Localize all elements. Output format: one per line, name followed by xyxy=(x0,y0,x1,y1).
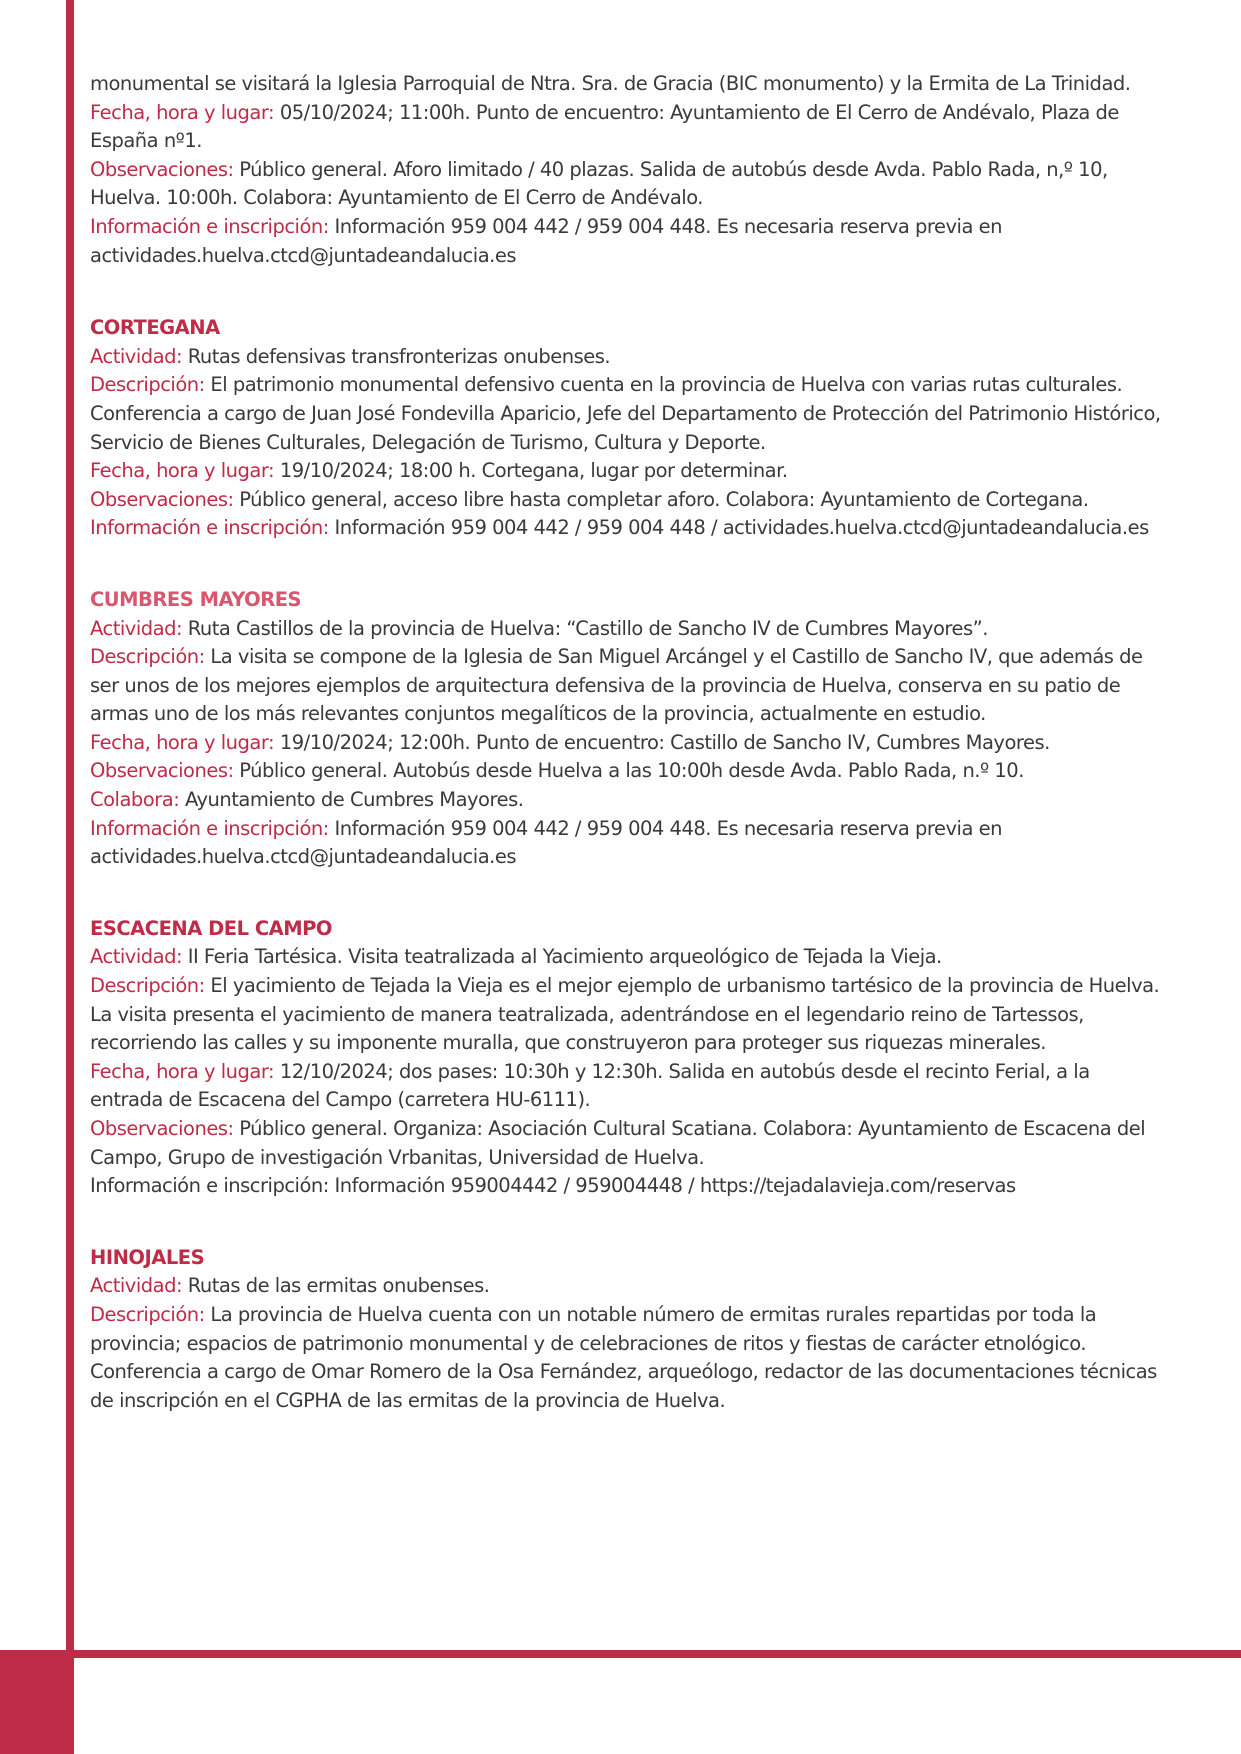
fecha-label: Fecha, hora y lugar: xyxy=(90,459,275,483)
observaciones-label: Observaciones: xyxy=(90,1117,234,1140)
informacion-value: Información 959 004 442 / 959 004 448. Es necesaria reserva previa en actividades.huelva.ctcd@juntadeandalucia.es xyxy=(90,214,1002,267)
informacion-value: Información 959 004 442 / 959 004 448 / actividades.huelva.ctcd@juntadeandalucia.es xyxy=(328,516,1149,540)
colabora xyxy=(90,786,1168,815)
actividad xyxy=(90,343,1168,372)
observaciones-label: Observaciones: xyxy=(90,157,234,181)
observaciones-value: Público general. Aforo limitado / 40 plazas. Salida de autobús desde Avda. Pablo Rada, n,º 10, Huelva. 10:00h. Colabora: Ayuntamiento de El Cerro de Andévalo. xyxy=(90,157,1108,210)
descripcion-label: Descripción: xyxy=(90,1302,205,1326)
section-title: CORTEGANA xyxy=(90,316,220,340)
section-title: HINOJALES xyxy=(90,1245,205,1269)
fecha xyxy=(90,457,1168,486)
left-accent-bar xyxy=(66,0,74,1754)
descripcion xyxy=(90,1301,1168,1415)
observaciones xyxy=(90,757,1168,786)
descripcion xyxy=(90,643,1168,729)
descripcion xyxy=(90,371,1168,457)
descripcion-label: Descripción: xyxy=(90,373,205,397)
informacion-value: Información 959 004 442 / 959 004 448. Es necesaria reserva previa en actividades.huelva.ctcd@juntadeandalucia.es xyxy=(90,816,1002,869)
section-title: ESCACENA DEL CAMPO xyxy=(90,916,332,940)
actividad xyxy=(90,1272,1168,1301)
fecha-value: 19/10/2024; 18:00 h. Cortegana, lugar por determinar. xyxy=(274,459,788,483)
section-hinojales xyxy=(90,1244,1168,1416)
observaciones-label: Observaciones: xyxy=(90,487,234,511)
section-title: CUMBRES MAYORES xyxy=(90,587,302,611)
section-cortegana xyxy=(90,314,1168,543)
descripcion-value: El patrimonio monumental defensivo cuenta en la provincia de Huelva con varias rutas culturales. Conferencia a cargo de Juan José Fondevilla Aparicio, Jefe del Departamento de Protección del Patrimonio Histórico, Servicio de Bienes Culturales, Delegación de Turismo, Cultura y Deporte. xyxy=(90,373,1161,454)
fecha-label: Fecha, hora y lugar: xyxy=(90,100,275,124)
actividad-value: Ruta Castillos de la provincia de Huelva: “Castillo de Sancho IV de Cumbres Mayores”. xyxy=(182,616,988,640)
informacion-label: Información e inscripción: xyxy=(90,816,329,840)
intro-section xyxy=(90,70,1168,270)
descripcion-label: Descripción: xyxy=(90,974,205,998)
informacion xyxy=(90,815,1168,872)
main-content xyxy=(90,70,1168,1415)
actividad-value: Rutas de las ermitas onubenses. xyxy=(182,1274,490,1298)
actividad-label: Actividad: xyxy=(90,945,183,969)
fecha xyxy=(90,1058,1168,1115)
intro-observaciones xyxy=(90,156,1168,213)
fecha xyxy=(90,729,1168,758)
corner-accent-block xyxy=(0,1650,74,1754)
intro-fecha xyxy=(90,99,1168,156)
actividad-label: Actividad: xyxy=(90,344,183,368)
fecha-value: 12/10/2024; dos pases: 10:30h y 12:30h. Salida en autobús desde el recinto Ferial, a la entrada de Escacena del Campo (carretera HU-6111). xyxy=(90,1059,1090,1112)
observaciones-value: Público general. Autobús desde Huelva a las 10:00h desde Avda. Pablo Rada, n.º 10. xyxy=(233,759,1024,783)
observaciones-label: Observaciones: xyxy=(90,759,234,783)
bottom-accent-line xyxy=(0,1650,1241,1658)
actividad-value: Rutas defensivas transfronterizas onubenses. xyxy=(182,344,611,368)
descripcion-value: El yacimiento de Tejada la Vieja es el mejor ejemplo de urbanismo tartésico de la provincia de Huelva. La visita presenta el yacimiento de manera teatralizada, adentrándose en el legendario reino de Tartessos, recorriendo las calles y su imponente muralla, que construyeron para proteger sus riquezas minerales. xyxy=(90,974,1160,1055)
actividad-label: Actividad: xyxy=(90,1274,183,1298)
intro-continuation: monumental se visitará la Iglesia Parroquial de Ntra. Sra. de Gracia (BIC monumento) y la Ermita de La Trinidad. xyxy=(90,72,1131,95)
informacion-label: Información e inscripción: xyxy=(90,214,329,238)
fecha-label: Fecha, hora y lugar: xyxy=(90,730,275,754)
colabora-value: Ayuntamiento de Cumbres Mayores. xyxy=(179,788,524,812)
descripcion xyxy=(90,972,1168,1058)
actividad xyxy=(90,943,1168,972)
section-cumbres-mayores xyxy=(90,586,1168,872)
actividad-value: II Feria Tartésica. Visita teatralizada al Yacimiento arqueológico de Tejada la Vieja. xyxy=(182,945,942,969)
observaciones xyxy=(90,1115,1168,1172)
colabora-label: Colabora: xyxy=(90,788,180,812)
intro-informacion xyxy=(90,213,1168,270)
descripcion-value: La visita se compone de la Iglesia de San Miguel Arcángel y el Castillo de Sancho IV, que además de ser unos de los mejores ejemplos de arquitectura defensiva de la provincia de Huelva, conserva en su patio de armas uno de los más relevantes conjuntos megalíticos de la provincia, actualmente en estudio. xyxy=(90,645,1143,726)
informacion-label: Información e inscripción: xyxy=(90,516,329,540)
section-escacena-del-campo xyxy=(90,915,1168,1201)
descripcion-label: Descripción: xyxy=(90,645,205,669)
informacion xyxy=(90,514,1168,543)
actividad xyxy=(90,615,1168,644)
fecha-value: 05/10/2024; 11:00h. Punto de encuentro: Ayuntamiento de El Cerro de Andévalo, Plaza de España nº1. xyxy=(90,100,1119,153)
informacion: Información e inscripción: Información 959004442 / 959004448 / https://tejadalavieja.com/reservas xyxy=(90,1174,1016,1198)
descripcion-value: La provincia de Huelva cuenta con un notable número de ermitas rurales repartidas por toda la provincia; espacios de patrimonio monumental y de celebraciones de ritos y fiestas de carácter etnológico. Conferencia a cargo de Omar Romero de la Osa Fernández, arqueólogo, redactor de las documentaciones técnicas de inscripción en el CGPHA de las ermitas de la provincia de Huelva. xyxy=(90,1302,1157,1412)
observaciones xyxy=(90,486,1168,515)
observaciones-value: Público general, acceso libre hasta completar aforo. Colabora: Ayuntamiento de Cortegana. xyxy=(233,487,1089,511)
observaciones-value: Público general. Organiza: Asociación Cultural Scatiana. Colabora: Ayuntamiento de Escacena del Campo, Grupo de investigación Vrbanitas, Universidad de Huelva. xyxy=(90,1117,1146,1169)
fecha-label: Fecha, hora y lugar: xyxy=(90,1059,275,1083)
fecha-value: 19/10/2024; 12:00h. Punto de encuentro: Castillo de Sancho IV, Cumbres Mayores. xyxy=(274,730,1050,754)
actividad-label: Actividad: xyxy=(90,616,183,640)
